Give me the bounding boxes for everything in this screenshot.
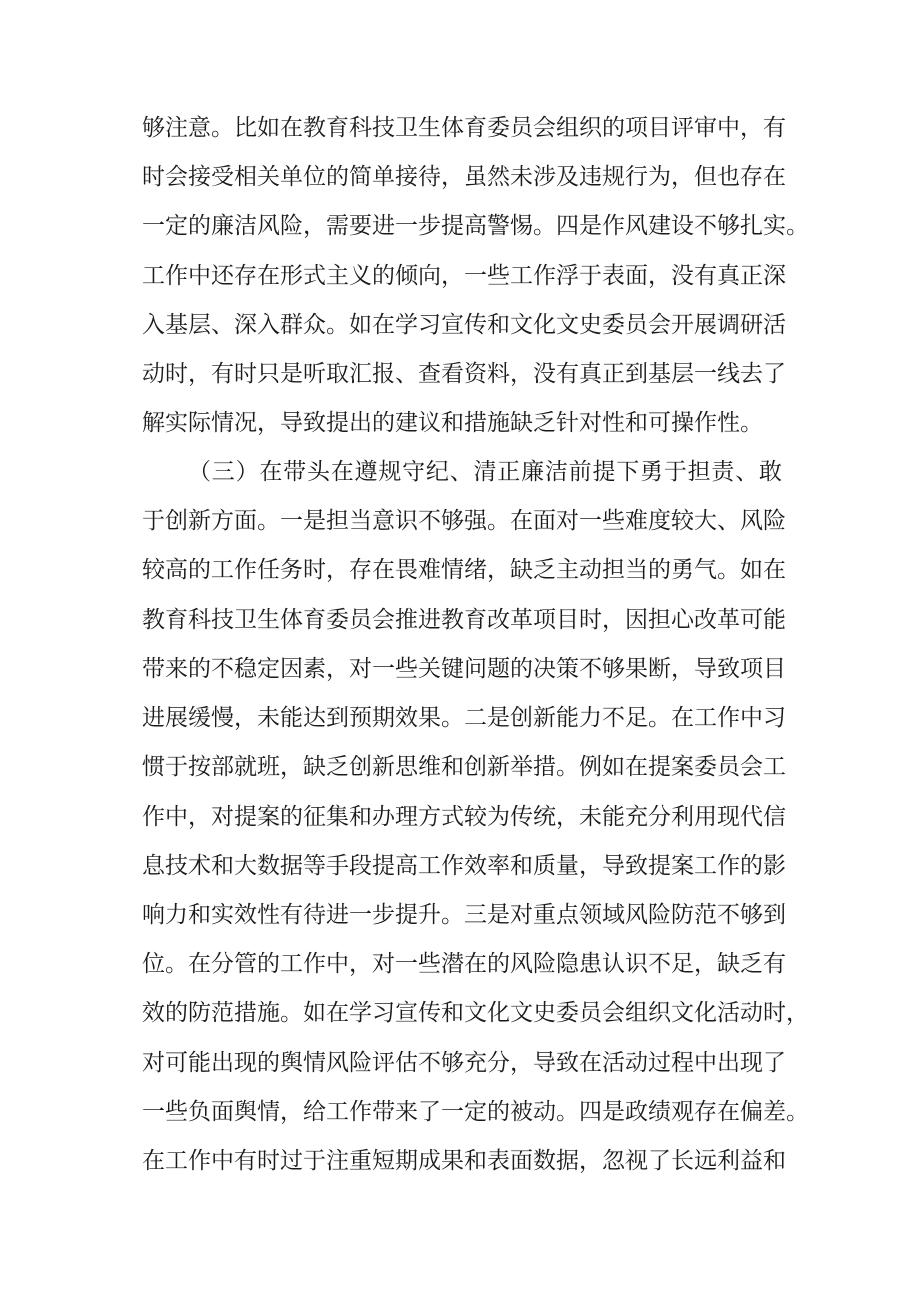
section-heading-line: （三）在带头在遵规守纪、清正廉洁前提下勇于担责、敢 bbox=[188, 459, 782, 485]
text-line: 动时，有时只是听取汇报、查看资料，没有真正到基层一线去了 bbox=[142, 361, 786, 387]
text-line: 一定的廉洁风险，需要进一步提高警惕。四是作风建设不够扎实。 bbox=[142, 213, 809, 239]
text-line: 位。在分管的工作中，对一些潜在的风险隐患认识不足，缺乏有 bbox=[142, 951, 786, 977]
text-line: 在工作中有时过于注重短期成果和表面数据，忽视了长远利益和 bbox=[142, 1148, 786, 1174]
text-line: 入基层、深入群众。如在学习宣传和文化文史委员会开展调研活 bbox=[142, 312, 786, 338]
paragraph-last-line: 解实际情况，导致提出的建议和措施缺乏针对性和可操作性。 bbox=[142, 410, 763, 436]
text-line: 一些负面舆情，给工作带来了一定的被动。四是政绩观存在偏差。 bbox=[142, 1099, 809, 1125]
text-line: 于创新方面。一是担当意识不够强。在面对一些难度较大、风险 bbox=[142, 508, 786, 534]
text-line: 教育科技卫生体育委员会推进教育改革项目时，因担心改革可能 bbox=[142, 607, 786, 633]
text-line: 够注意。比如在教育科技卫生体育委员会组织的项目评审中，有 bbox=[142, 115, 786, 141]
text-line: 时会接受相关单位的简单接待，虽然未涉及违规行为，但也存在 bbox=[142, 164, 786, 190]
text-line: 效的防范措施。如在学习宣传和文化文史委员会组织文化活动时， bbox=[142, 1000, 809, 1026]
text-line: 进展缓慢，未能达到预期效果。二是创新能力不足。在工作中习 bbox=[142, 705, 786, 731]
text-line: 息技术和大数据等手段提高工作效率和质量，导致提案工作的影 bbox=[142, 853, 786, 879]
text-line: 惯于按部就班，缺乏创新思维和创新举措。例如在提案委员会工 bbox=[142, 754, 786, 780]
text-line: 作中，对提案的征集和办理方式较为传统，未能充分利用现代信 bbox=[142, 804, 786, 830]
text-line: 较高的工作任务时，存在畏难情绪，缺乏主动担当的勇气。如在 bbox=[142, 557, 786, 583]
text-line: 工作中还存在形式主义的倾向，一些工作浮于表面，没有真正深 bbox=[142, 263, 786, 289]
text-line: 对可能出现的舆情风险评估不够充分，导致在活动过程中出现了 bbox=[142, 1050, 786, 1076]
text-line: 响力和实效性有待进一步提升。三是对重点领域风险防范不够到 bbox=[142, 902, 786, 928]
text-line: 带来的不稳定因素，对一些关键问题的决策不够果断，导致项目 bbox=[142, 656, 786, 682]
